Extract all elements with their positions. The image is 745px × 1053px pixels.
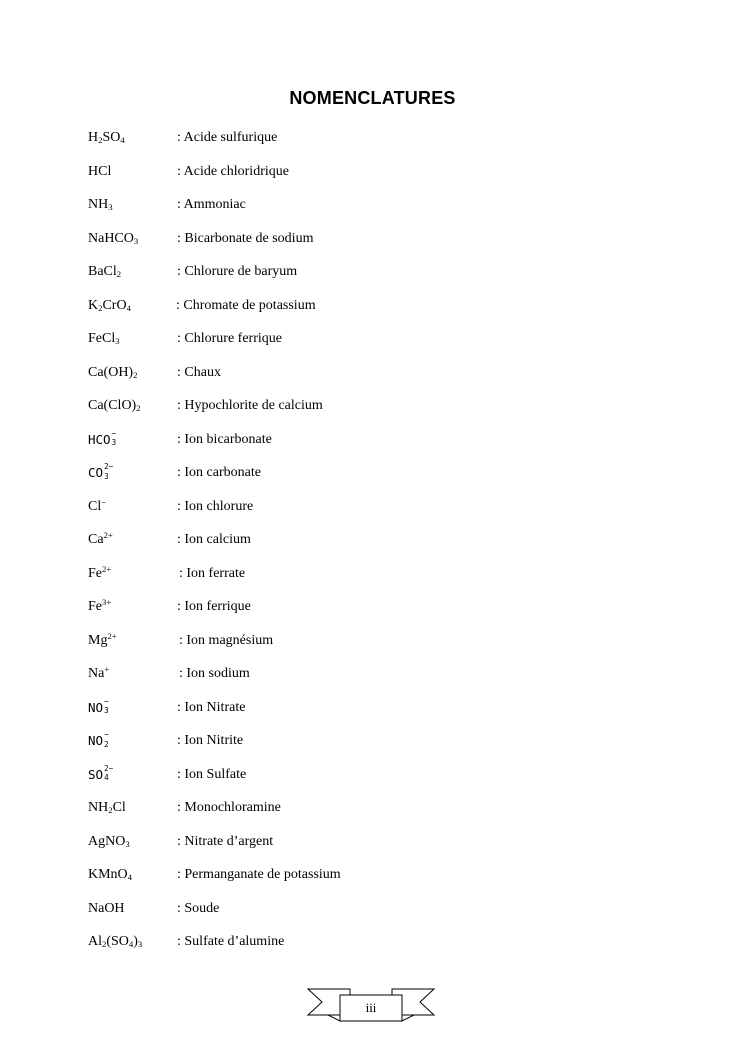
chemical-name: : Ion magnésium [179, 632, 274, 648]
list-item [88, 363, 688, 397]
chemical-name: : Ion ferrate [179, 565, 246, 581]
list-item [88, 765, 688, 799]
list-item [88, 664, 688, 698]
chemical-formula: NO − 3 [88, 696, 109, 715]
chemical-name: : Acide chloridrique [177, 163, 289, 179]
chemical-formula: HCO − 3 [88, 428, 117, 447]
page-title: NOMENCLATURES [289, 88, 456, 108]
chemical-name: : Ion sodium [179, 666, 250, 681]
chemical-name: : Bicarbonate de sodium [177, 230, 314, 246]
list-item [88, 296, 688, 330]
chemical-name: : Ammoniac [177, 197, 246, 212]
chemical-formula: $K_2CrO_4$ [88, 297, 131, 313]
page-footer-ribbon [306, 985, 436, 1025]
chemical-formula: $Mg^{2+}$ [88, 630, 117, 648]
chemical-formula: Cl− [88, 496, 107, 514]
chemical-formula: $Ca^{2+}$ [88, 530, 113, 547]
chemical-name: : Ion chlorure [177, 498, 254, 514]
chemical-formula: $NH_3$ [88, 197, 113, 213]
chemical-name: : Permanganate de potassium [177, 867, 341, 882]
chemical-formula: $Al_2(SO_4)_3$ [88, 934, 143, 950]
chemical-formula: $H_2SO_4$ [88, 130, 125, 146]
chemical-formula: NaOH [88, 900, 125, 916]
chemical-name: : Ion Nitrate [177, 699, 246, 715]
list-item [88, 463, 688, 497]
list-item [88, 832, 688, 866]
chemical-formula: FeCl$_3$ [88, 331, 120, 347]
chemical-formula: $Ca(OH)_2$ [88, 364, 138, 380]
list-item [88, 698, 688, 732]
list-item [88, 530, 688, 564]
list-item [88, 262, 688, 296]
list-item [88, 162, 688, 196]
chemical-name: : Sulfate d’alumine [177, 934, 285, 949]
chemical-formula: Na+ [88, 664, 110, 681]
chemical-name: : Hypochlorite de calcium [177, 398, 323, 413]
chemical-formula: BaCl$_2$ [88, 264, 122, 280]
chemical-name: : Chromate de potassium [176, 297, 316, 313]
chemical-name: : Ion bicarbonate [177, 431, 272, 447]
list-item [88, 497, 688, 531]
list-item [88, 195, 688, 229]
chemical-name: : Ion ferrique [177, 599, 251, 614]
chemical-name: : Ion carbonate [177, 465, 261, 480]
chemical-name: : Chlorure ferrique [177, 331, 282, 346]
list-item [88, 865, 688, 899]
chemical-name: : Chaux [177, 364, 221, 380]
chemical-formula: HCl [88, 163, 112, 179]
list-item [88, 932, 688, 966]
chemical-formula: AgNO$_3$ [88, 833, 130, 849]
list-item [88, 597, 688, 631]
chemical-formula: CO 2− 3 [88, 462, 114, 481]
chemical-name: : Acide sulfurique [177, 130, 278, 145]
list-item [88, 631, 688, 665]
nomenclature-list [88, 128, 688, 966]
list-item [88, 899, 688, 933]
list-item [88, 329, 688, 363]
chemical-name: : Soude [177, 900, 220, 916]
chemical-formula: $NH_2Cl$ [88, 800, 126, 816]
chemical-name: : Ion calcium [177, 532, 251, 547]
chemical-formula: NaHCO$_3$ [88, 230, 139, 246]
list-item [88, 564, 688, 598]
list-item [88, 128, 688, 162]
chemical-formula: NO − 2 [88, 730, 109, 749]
chemical-name: : Monochloramine [177, 800, 281, 815]
chemical-formula: SO 2− 4 [88, 763, 114, 782]
chemical-name: : Chlorure de baryum [177, 264, 298, 279]
list-item [88, 731, 688, 765]
list-item [88, 430, 688, 464]
chemical-formula: $Ca(ClO)_2$ [88, 398, 141, 414]
list-item [88, 229, 688, 263]
list-item [88, 798, 688, 832]
page-number: iii [365, 1000, 377, 1015]
list-item [88, 396, 688, 430]
chemical-name: : Nitrate d’argent [177, 833, 274, 849]
chemical-formula: $Fe^{3+}$ [88, 597, 112, 614]
chemical-name: : Ion Nitrite [177, 733, 244, 748]
chemical-name: : Ion Sulfate [177, 766, 247, 782]
chemical-formula: $Fe^{2+}$ [88, 563, 112, 581]
chemical-formula: KMnO$_4$ [88, 867, 133, 883]
